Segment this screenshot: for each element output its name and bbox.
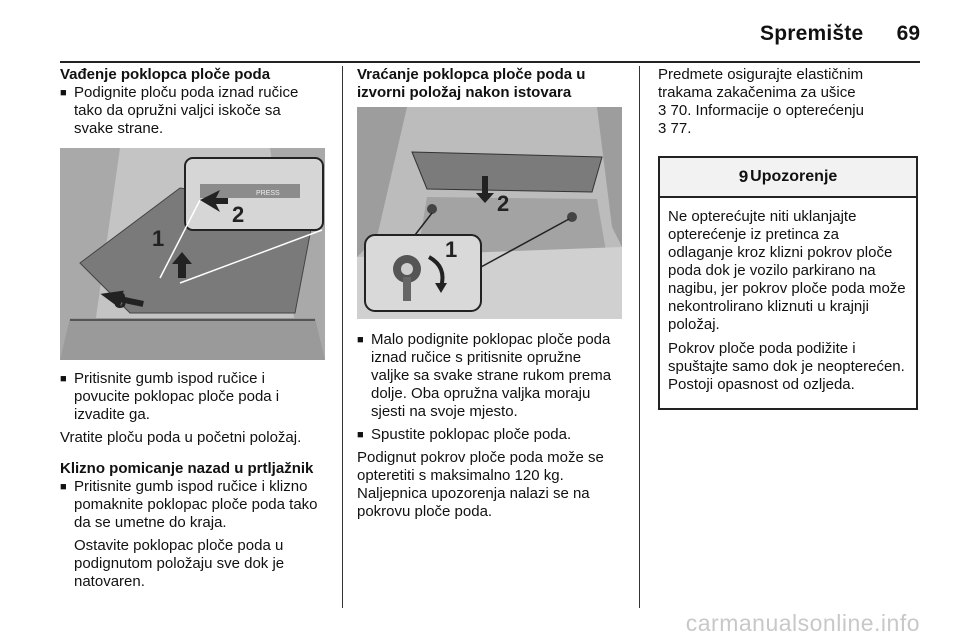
warning-paragraph: Ne opterećujte niti uklanjajte opterećenje iz pretinca za odlaganje kroz klizni pokrov ploče poda dok je vozilo parkirano na nagibu, jer pokrov ploče poda može nekontrolirano kliznuti u krajnji položaj.	[668, 208, 906, 333]
instruction-bullet: ■ Pritisnite gumb ispod ručice i povucite poklopac ploče poda i izvadite ga.	[60, 370, 324, 424]
warning-title: Upozorenje	[750, 168, 838, 185]
warning-paragraph: Pokrov ploče poda podižite i spuštajte samo dok je neopterećen. Postoji opasnost od ozljeda.	[668, 340, 905, 393]
callout-2: 2	[232, 202, 245, 227]
column-middle	[357, 66, 627, 521]
column-right	[658, 66, 920, 138]
section-heading-removal: Vađenje poklopca ploče poda	[60, 66, 271, 83]
watermark: carmanualsonline.info	[685, 610, 920, 636]
page-number: 69	[896, 22, 920, 45]
instruction-bullet: ■ Spustite poklopac ploče poda.	[357, 426, 623, 444]
callout-3: 3	[114, 288, 127, 313]
callout-1: 1	[445, 237, 458, 262]
instruction-bullet: ■ Pritisnite gumb ispod ručice i klizno pomaknite poklopac ploče poda tako da se umetne do kraja.	[60, 478, 336, 532]
section-heading-sliding: Klizno pomicanje nazad u prtljažnik	[60, 460, 314, 477]
trunk-floor-illustration	[60, 148, 325, 360]
column-left	[60, 66, 330, 591]
warning-triangle-icon: 9	[738, 167, 749, 186]
instruction-bullet: ■ Podignite ploču poda iznad ručice tako da opružni valjci iskoče sa svake strane.	[60, 84, 324, 138]
cross-reference-page: 3 77.	[658, 120, 692, 137]
header-divider	[60, 61, 920, 63]
detail-inset-frame	[365, 235, 481, 311]
trunk-floor-figure-return	[357, 107, 622, 319]
trunk-floor-figure-removal	[60, 148, 325, 360]
paragraph: Vratite ploču poda u početni položaj.	[60, 429, 302, 446]
column-divider-right	[639, 66, 640, 608]
paragraph: Ostavite poklopac ploče poda u podignutom položaju sve dok je natovaren.	[74, 537, 285, 590]
warning-header	[660, 158, 916, 198]
cross-reference-load: 3 70. Informacije o opterećenju	[658, 102, 864, 119]
spring-roller-left	[427, 204, 437, 214]
instruction-bullet: ■ Malo podignite poklopac ploče poda iznad ručice s pritisnite opružne valjke sa svake strane rukom prema dolje. Oba opružna valjka moraju sjesti na svoje mjesto.	[357, 331, 623, 421]
page-title: Spremište	[760, 22, 864, 45]
warning-body	[660, 198, 916, 394]
callout-2: 2	[497, 191, 510, 216]
warning-box	[658, 156, 918, 410]
paragraph: Predmete osigurajte elastičnim trakama zakačenima za ušice	[658, 66, 864, 101]
press-label: PRESS	[256, 190, 280, 197]
spring-roller-right	[567, 212, 577, 222]
section-heading-return: Vraćanje poklopca ploče poda u izvorni položaj nakon istovara	[357, 66, 586, 101]
trunk-return-illustration	[357, 107, 622, 319]
callout-1: 1	[152, 226, 165, 251]
column-divider-left	[342, 66, 343, 608]
paragraph: Podignut pokrov ploče poda može se opteretiti s maksimalno 120 kg. Naljepnica upozorenja nalazi se na pokrovu ploče poda.	[357, 449, 604, 520]
